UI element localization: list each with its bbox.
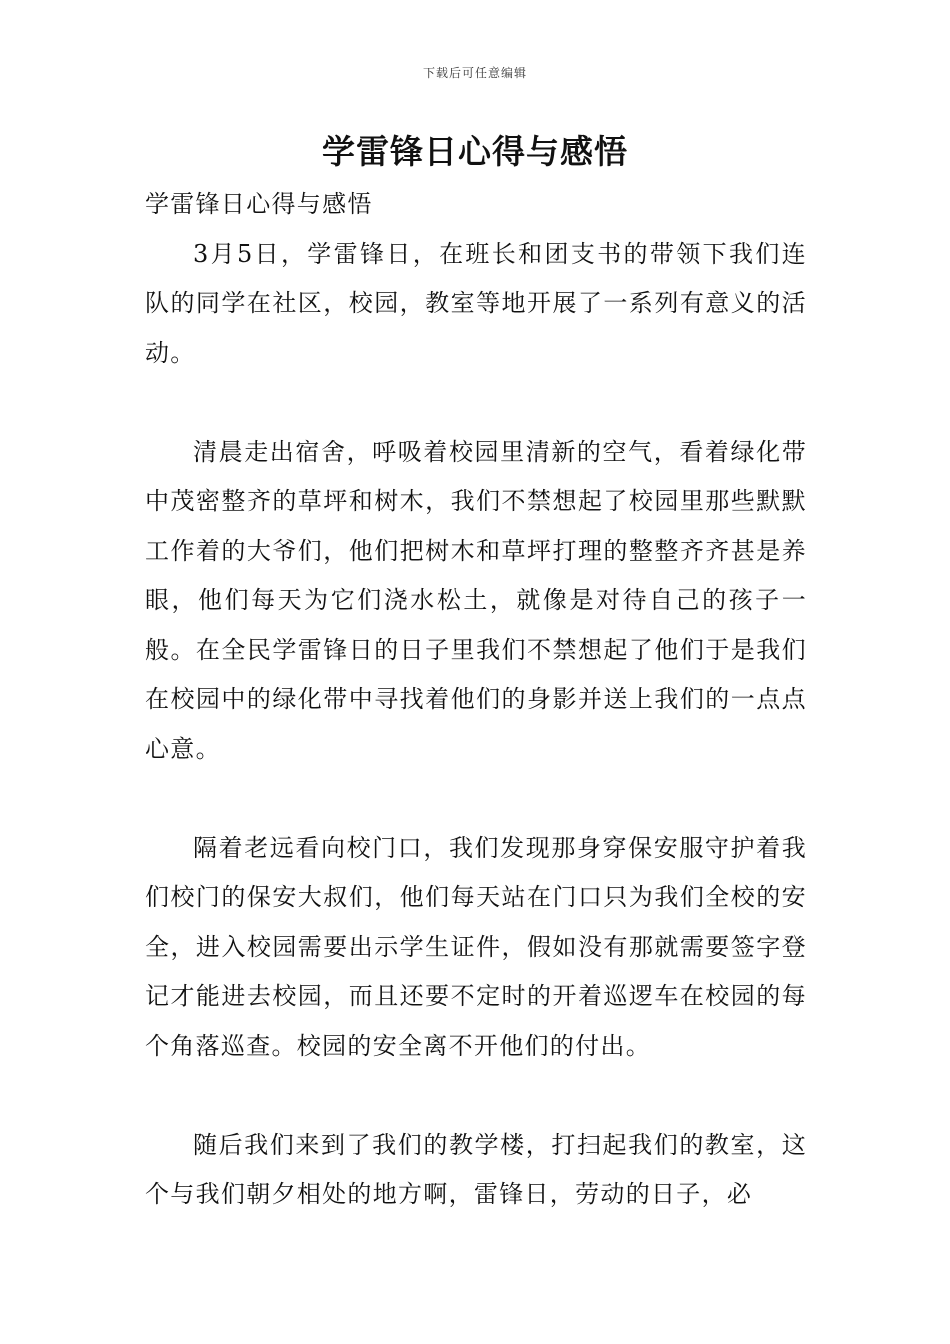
document-body [145,180,807,1220]
document-title: 学雷锋日心得与感悟 [322,132,628,171]
header-note: 下载后可任意编辑 [422,66,527,80]
paragraph-4: 随后我们来到了我们的教学楼，打扫起我们的教室，这个与我们朝夕相处的地方啊，雷锋日，劳动的日子，必 [145,1130,807,1208]
paragraph-2: 清晨走出宿舍，呼吸着校园里清新的空气，看着绿化带中茂密整齐的草坪和树木，我们不禁想起了校园里那些默默工作着的大爷们，他们把树木和草坪打理的整整齐齐甚是养眼，他们每天为它们浇水松土，就像是对待自己的孩子一般。在全民学雷锋日的日子里我们不禁想起了他们于是我们在校园中的绿化带中寻找着他们的身影并送上我们的一点点心意。 [145,437,807,763]
document-subtitle: 学雷锋日心得与感悟 [145,190,373,218]
paragraph-3: 隔着老远看向校门口，我们发现那身穿保安服守护着我们校门的保安大叔们，他们每天站在门口只为我们全校的安全，进入校园需要出示学生证件，假如没有那就需要签字登记才能进去校园，而且还要不定时的开着巡逻车在校园的每个角落巡查。校园的安全离不开他们的付出。 [145,833,807,1060]
paragraph-1: 3月5日，学雷锋日，在班长和团支书的带领下我们连队的同学在社区，校园，教室等地开展了一系列有意义的活动。 [145,239,807,367]
